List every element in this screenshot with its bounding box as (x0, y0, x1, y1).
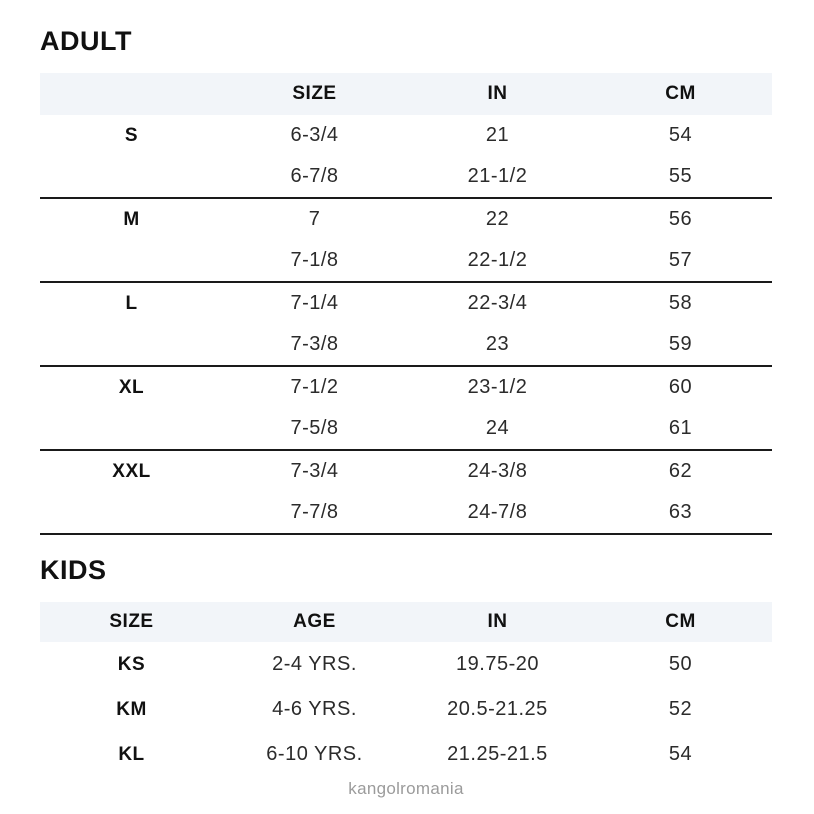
adult-table-header-row (40, 73, 772, 115)
table-row (40, 451, 772, 492)
cm-value: 56 (668, 208, 693, 230)
adult-size-table (40, 73, 772, 535)
cm-value: 55 (668, 165, 693, 187)
in-value: 21 (485, 124, 510, 146)
adult-header-in: IN (487, 83, 508, 104)
size-value: 6-3/4 (290, 124, 339, 146)
size-label: M (123, 208, 140, 230)
cm-value: 61 (668, 417, 693, 439)
cm-value: 57 (668, 249, 693, 271)
cm-value: 60 (668, 376, 693, 398)
kids-header-in: IN (487, 611, 508, 632)
size-value: 7-3/8 (290, 333, 339, 355)
in-value: 21.25-21.5 (447, 743, 548, 765)
table-row (40, 199, 772, 240)
cm-value: 54 (668, 124, 693, 146)
adult-group-xl (40, 367, 772, 451)
in-value: 23-1/2 (467, 376, 528, 398)
size-value: 7-5/8 (290, 417, 339, 439)
in-value: 19.75-20 (456, 653, 539, 675)
size-value: 7-1/8 (290, 249, 339, 271)
table-row (40, 732, 772, 777)
kids-table-header-row (40, 602, 772, 642)
size-label: XL (118, 376, 145, 398)
cm-value: 58 (668, 292, 693, 314)
in-value: 22-3/4 (467, 292, 528, 314)
table-row (40, 115, 772, 156)
adult-group-m (40, 199, 772, 283)
size-label: KM (116, 698, 147, 720)
kids-size-table (40, 602, 772, 777)
table-row (40, 408, 772, 449)
size-label: KL (118, 743, 145, 765)
age-value: 4-6 YRS. (272, 698, 357, 720)
table-row (40, 240, 772, 281)
size-value: 7-1/4 (290, 292, 339, 314)
table-row (40, 283, 772, 324)
in-value: 24 (485, 417, 510, 439)
table-row (40, 492, 772, 533)
adult-group-xxl (40, 451, 772, 535)
size-label: S (124, 124, 139, 146)
size-value: 7-1/2 (290, 376, 339, 398)
size-value: 7-3/4 (290, 460, 339, 482)
cm-value: 59 (668, 333, 693, 355)
table-row (40, 687, 772, 732)
in-value: 24-7/8 (467, 501, 528, 523)
in-value: 20.5-21.25 (447, 698, 548, 720)
size-label: XXL (112, 460, 151, 482)
size-value: 7-7/8 (290, 501, 339, 523)
kids-header-age: AGE (293, 611, 336, 632)
age-value: 2-4 YRS. (272, 653, 357, 675)
kids-header-cm: CM (665, 611, 696, 632)
cm-value: 54 (668, 743, 693, 765)
kids-header-size: SIZE (109, 611, 154, 632)
kids-section-title: KIDS (40, 555, 107, 585)
adult-header-size: SIZE (292, 83, 337, 104)
adult-section-title: ADULT (40, 26, 132, 56)
adult-group-l (40, 283, 772, 367)
table-row (40, 642, 772, 687)
cm-value: 63 (668, 501, 693, 523)
adult-group-s (40, 115, 772, 199)
in-value: 21-1/2 (467, 165, 528, 187)
size-value: 7 (308, 208, 321, 230)
kids-section (40, 555, 772, 777)
cm-value: 62 (668, 460, 693, 482)
size-value: 6-7/8 (290, 165, 339, 187)
cm-value: 50 (668, 653, 693, 675)
table-row (40, 367, 772, 408)
footer-brand-text: kangolromania (348, 779, 464, 798)
table-row (40, 156, 772, 197)
table-row (40, 324, 772, 365)
adult-header-cm: CM (665, 83, 696, 104)
in-value: 22-1/2 (467, 249, 528, 271)
adult-section (40, 26, 772, 535)
cm-value: 52 (668, 698, 693, 720)
size-label: KS (117, 653, 146, 675)
size-label: L (125, 292, 138, 314)
in-value: 22 (485, 208, 510, 230)
in-value: 23 (485, 333, 510, 355)
age-value: 6-10 YRS. (266, 743, 363, 765)
in-value: 24-3/8 (467, 460, 528, 482)
